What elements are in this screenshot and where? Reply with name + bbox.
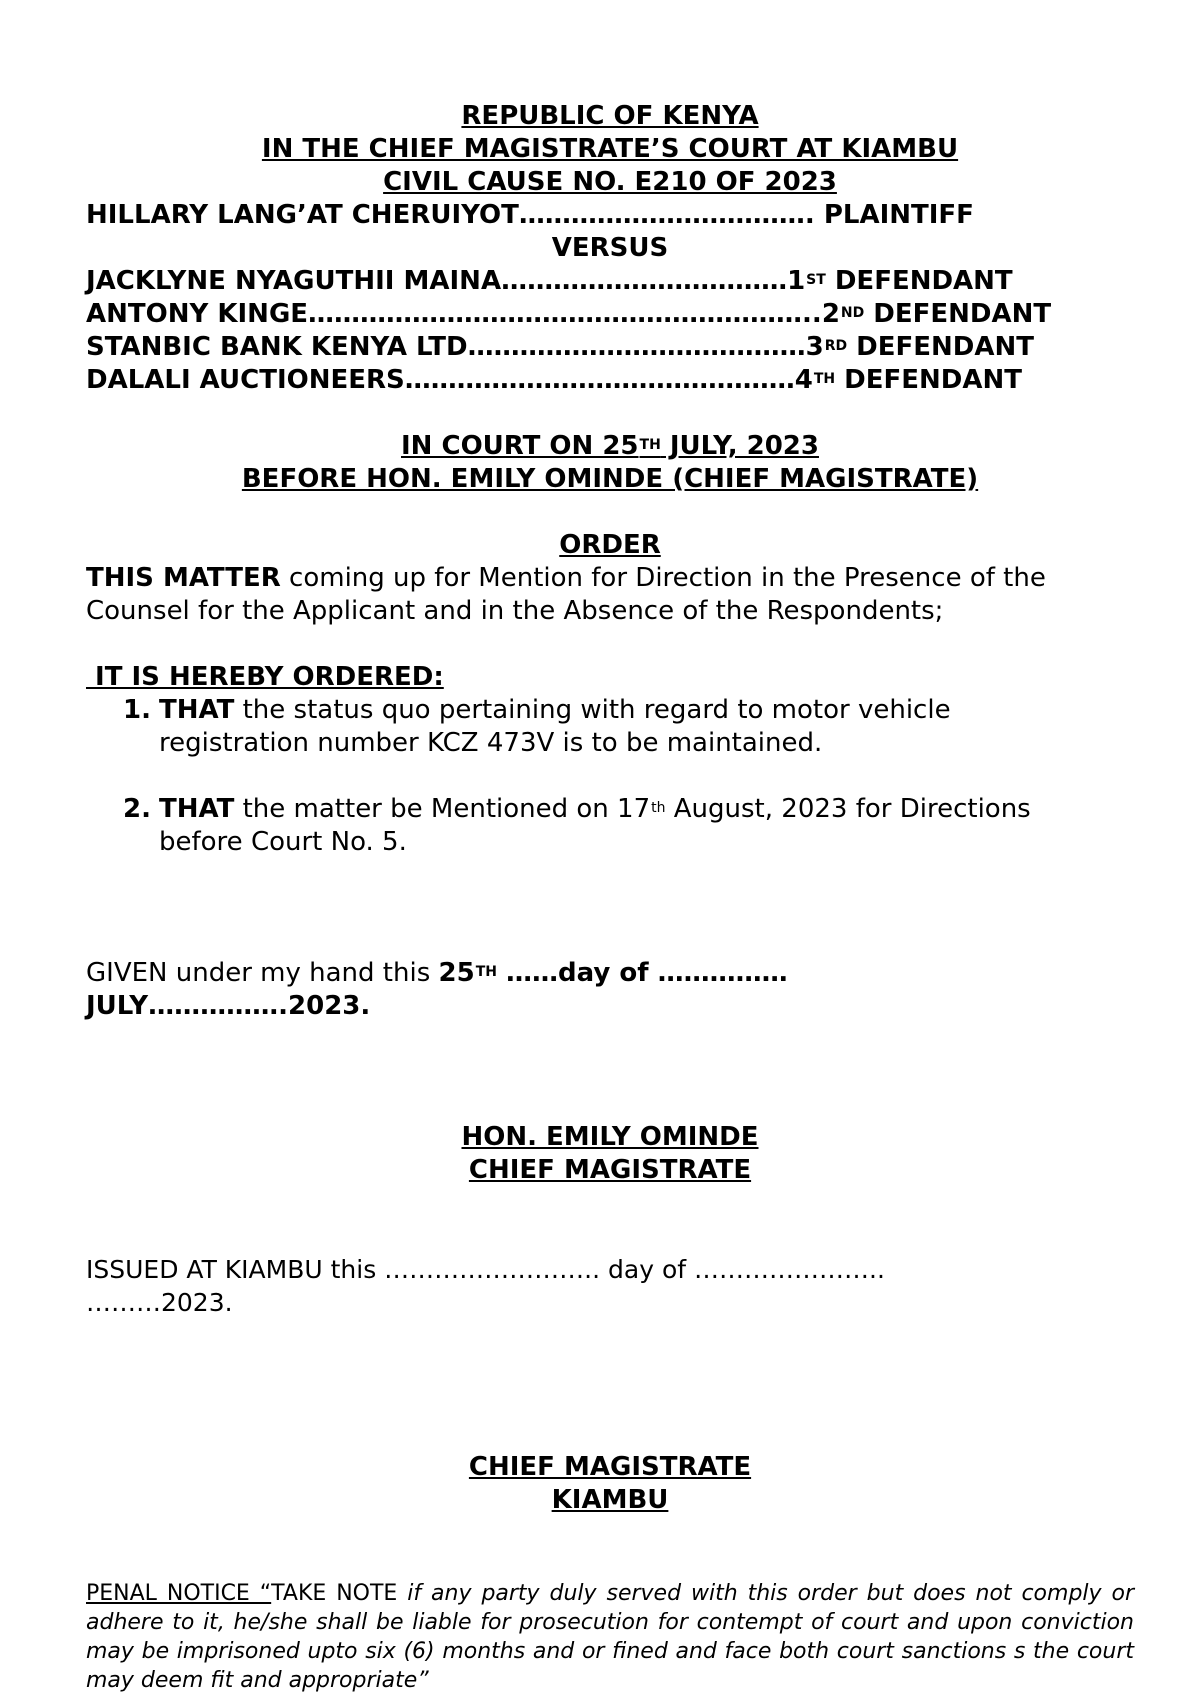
item-lead: THAT: [159, 794, 235, 824]
item-text: the status quo pertaining with regard to motor vehicle: [234, 695, 951, 725]
defendant-ordinal-suffix: ST: [806, 272, 826, 288]
cause-number: CIVIL CAUSE NO. E210 OF 2023: [383, 167, 837, 197]
court-date-suffix: TH: [639, 437, 661, 453]
defendant-name: JACKLYNE NYAGUTHII MAINA: [86, 266, 502, 296]
plaintiff-name: HILLARY LANG’AT CHERUIYOT: [86, 200, 519, 230]
defendant-line: [86, 298, 1051, 331]
court-heading: IN THE CHIEF MAGISTRATE’S COURT AT KIAMBU: [261, 134, 959, 164]
given-line-2: JULY…………….2023.: [86, 991, 371, 1021]
given-day-suffix: TH: [475, 964, 497, 980]
defendant-role: DEFENDANT: [825, 266, 1013, 296]
defendant-ordinal-suffix: TH: [813, 371, 836, 387]
versus-label: VERSUS: [551, 233, 669, 263]
order-item-2: [123, 793, 1031, 826]
penal-notice-label: PENAL NOTICE “: [86, 1581, 272, 1606]
republic-heading: REPUBLIC OF KENYA: [461, 101, 759, 131]
intro-text: coming up for Mention for Direction in the Presence of the: [280, 563, 1046, 593]
order-item-2-cont: before Court No. 5.: [159, 827, 407, 857]
defendant-dots: …………………………………: [467, 332, 806, 362]
order-intro-line-2: Counsel for the Applicant and in the Absence of the Respondents;: [86, 596, 944, 626]
defendant-ordinal: 2: [821, 299, 840, 329]
defendant-ordinal: 1: [787, 266, 806, 296]
defendant-line: [86, 364, 1022, 397]
plaintiff-role: PLAINTIFF: [814, 200, 974, 230]
given-mid: ……day of ……………: [496, 958, 788, 988]
defendant-line: [86, 265, 1013, 298]
defendant-ordinal-suffix: RD: [824, 338, 848, 354]
given-prefix: GIVEN under my hand this: [86, 958, 439, 988]
court-date-value: JULY, 2023: [660, 431, 819, 461]
defendant-line: [86, 331, 1034, 364]
plaintiff-line: [86, 199, 974, 232]
penal-notice: [86, 1579, 1134, 1695]
defendant-ordinal: 3: [805, 332, 824, 362]
order-item-1: [123, 694, 951, 727]
order-intro-line-1: [86, 562, 1046, 595]
item-number: 2.: [123, 794, 151, 824]
given-day: 25: [438, 958, 475, 988]
intro-bold: THIS MATTER: [86, 563, 281, 593]
given-line-1: [86, 957, 788, 990]
defendant-role: DEFENDANT: [864, 299, 1052, 329]
penal-take-note: TAKE NOTE: [271, 1581, 408, 1606]
item-text-rest: August, 2023 for Directions: [665, 794, 1031, 824]
item-date-suffix: th: [651, 800, 666, 816]
item-text: the matter be Mentioned on 17: [234, 794, 651, 824]
footer-title: CHIEF MAGISTRATE: [468, 1452, 752, 1482]
court-date-heading: [0, 430, 1200, 463]
penal-notice-text: if any party duly served with this order but does not comply or adhere to it, he/she shall be liable for prosecution for contempt of court and upon conviction may be imprisoned upto six (6) months and or fined and face both court sanctions s the court may deem fit and appropriate”: [86, 1581, 1134, 1693]
defendant-name: DALALI AUCTIONEERS: [86, 365, 405, 395]
defendant-dots: ……………………………: [501, 266, 788, 296]
defendant-role: DEFENDANT: [835, 365, 1022, 395]
signatory-name: HON. EMILY OMINDE: [461, 1122, 759, 1152]
signatory-title: CHIEF MAGISTRATE: [468, 1155, 752, 1185]
court-date-prefix: IN COURT ON 25: [401, 431, 639, 461]
hereby-ordered-heading: IT IS HEREBY ORDERED:: [86, 662, 444, 692]
plaintiff-dots: …………………………….: [518, 200, 815, 230]
issued-line-2: ………2023.: [86, 1288, 233, 1317]
item-lead: THAT: [159, 695, 235, 725]
defendant-name: ANTONY KINGE: [86, 299, 309, 329]
before-magistrate-heading: BEFORE HON. EMILY OMINDE (CHIEF MAGISTRATE): [241, 464, 979, 494]
footer-place: KIAMBU: [551, 1485, 669, 1515]
defendant-name: STANBIC BANK KENYA LTD: [86, 332, 468, 362]
defendant-dots: …………………………………………………..: [308, 299, 822, 329]
issued-line-1: ISSUED AT KIAMBU this …………………….. day of …………………..: [86, 1255, 885, 1284]
defendant-dots: ………………………………………: [404, 365, 795, 395]
order-title: ORDER: [559, 530, 661, 560]
item-number: 1.: [123, 695, 151, 725]
defendant-ordinal: 4: [794, 365, 813, 395]
order-item-1-cont: registration number KCZ 473V is to be maintained.: [159, 728, 823, 758]
defendant-ordinal-suffix: ND: [840, 305, 865, 321]
defendant-role: DEFENDANT: [847, 332, 1034, 362]
